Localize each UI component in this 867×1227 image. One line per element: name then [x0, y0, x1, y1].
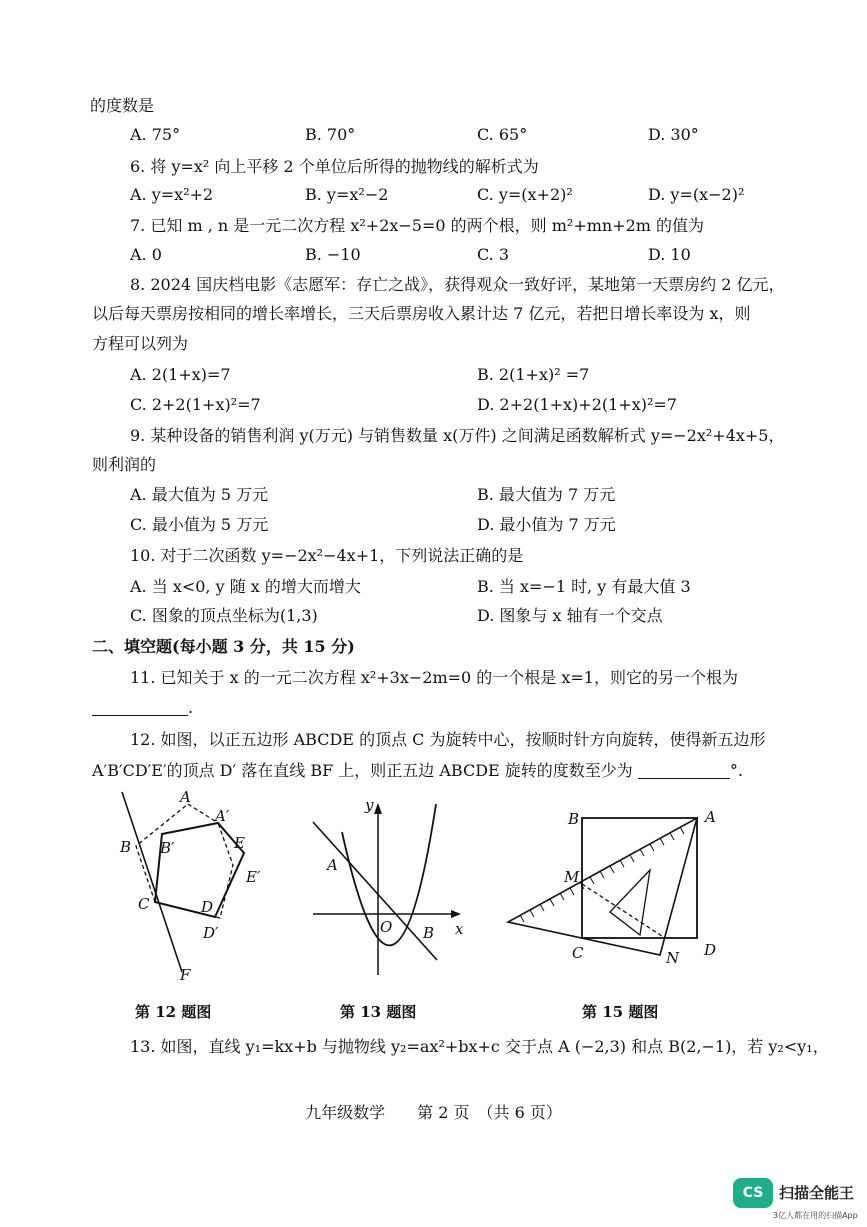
- triangle-ruler-outer: [508, 818, 697, 955]
- question-8-line3: 方程可以列为: [92, 334, 189, 353]
- q9-option-d: D. 最小值为 7 万元: [477, 515, 616, 534]
- label-B: B: [568, 810, 580, 828]
- pentagon-rotation-diagram: [100, 788, 290, 984]
- q7-option-a: A. 0: [130, 245, 162, 264]
- q10-option-c: C. 图象的顶点坐标为(1,3): [130, 606, 318, 625]
- period: .: [188, 698, 194, 717]
- label-D-prime: D′: [203, 924, 219, 942]
- caption-figure-13: 第 13 题图: [340, 1003, 417, 1021]
- pentagon-abcde-top: [136, 804, 218, 902]
- question-5-tail: 的度数是: [90, 96, 155, 115]
- q7-option-b: B. −10: [305, 245, 361, 264]
- question-11: 11. 已知关于 x 的一元二次方程 x²+3x−2m=0 的一个根是 x=1，则它的另一个根为: [130, 668, 738, 687]
- question-10: 10. 对于二次函数 y=−2x²−4x+1，下列说法正确的是: [130, 546, 524, 565]
- question-6: 6. 将 y=x² 向上平移 2 个单位后所得的抛物线的解析式为: [130, 157, 539, 176]
- triangle-ruler-inner: [610, 870, 650, 935]
- brand-tagline: 3亿人都在用的扫描App: [773, 1211, 858, 1220]
- label-O: O: [380, 918, 393, 936]
- question-9-line2: 则利润的: [92, 455, 157, 474]
- label-C: C: [138, 895, 150, 913]
- q6-option-a: A. y=x²+2: [130, 185, 214, 204]
- q7-option-c: C. 3: [477, 245, 510, 264]
- scanner-watermark: [733, 1178, 858, 1222]
- q8-option-d: D. 2+2(1+x)+2(1+x)²=7: [477, 395, 677, 414]
- segment-mn: [582, 884, 665, 938]
- figure-13: [305, 796, 465, 980]
- label-A-prime: A′: [215, 807, 230, 825]
- question-13: 13. 如图，直线 y₁=kx+b 与抛物线 y₂=ax²+bx+c 交于点 A (−2,3) 和点 B(2,−1)，若 y₂<y₁，: [130, 1037, 829, 1056]
- q9-option-a: A. 最大值为 5 万元: [130, 485, 269, 504]
- question-8-line2: 以后每天票房按相同的增长率增长，三天后票房收入累计达 7 亿元，若把日增长率设为 x，则: [92, 304, 751, 323]
- label-E-prime: E′: [246, 868, 261, 886]
- label-x: x: [455, 920, 464, 938]
- q5-option-a: A. 75°: [130, 125, 181, 144]
- q5-option-b: B. 70°: [305, 125, 356, 144]
- label-A: A: [705, 808, 716, 826]
- label-D: D: [201, 898, 214, 916]
- question-12-line2: [92, 760, 743, 782]
- label-B: B: [120, 838, 132, 856]
- question-9-line1: 9. 某种设备的销售利润 y(万元) 与销售数量 x(万件) 之间满足函数解析式 y=−2x²+4x+5，: [130, 426, 785, 445]
- label-C: C: [572, 944, 584, 962]
- caption-figure-12: 第 12 题图: [135, 1003, 212, 1021]
- q9-option-b: B. 最大值为 7 万元: [477, 485, 616, 504]
- x-axis-arrow: [451, 910, 461, 918]
- q8-option-c: C. 2+2(1+x)²=7: [130, 395, 261, 414]
- label-A: A: [327, 856, 338, 874]
- label-A: A: [180, 788, 191, 806]
- label-N: N: [666, 949, 680, 967]
- brand-name: 扫描全能王: [779, 1184, 855, 1202]
- answer-blank[interactable]: [92, 699, 188, 716]
- degree-end: °.: [729, 761, 743, 780]
- y-axis-arrow: [374, 803, 382, 814]
- page-footer: 九年级数学 第 2 页 （共 6 页）: [305, 1103, 562, 1122]
- label-E: E: [234, 834, 245, 852]
- q10-option-b: B. 当 x=−1 时, y 有最大值 3: [477, 577, 691, 596]
- label-D: D: [704, 941, 717, 959]
- q6-option-c: C. y=(x+2)²: [477, 185, 573, 204]
- square-triangle-ruler-diagram: [500, 800, 730, 975]
- label-y: y: [365, 796, 374, 814]
- line-bf: [122, 792, 182, 972]
- q10-option-a: A. 当 x<0, y 随 x 的增大而增大: [130, 577, 361, 596]
- question-7: 7. 已知 m , n 是一元二次方程 x²+2x−5=0 的两个根，则 m²+mn+2m 的值为: [130, 216, 705, 235]
- caption-figure-15: 第 15 题图: [582, 1003, 659, 1021]
- parabola-line-graph: [305, 796, 465, 980]
- label-M: M: [564, 868, 580, 886]
- q5-option-d: D. 30°: [648, 125, 699, 144]
- q7-option-d: D. 10: [648, 245, 691, 264]
- label-F: F: [180, 966, 191, 984]
- q6-option-b: B. y=x²−2: [305, 185, 389, 204]
- pentagon-a-prime: [155, 823, 244, 917]
- q6-option-d: D. y=(x−2)²: [648, 185, 745, 204]
- label-B: B: [423, 924, 435, 942]
- answer-blank[interactable]: [638, 762, 730, 779]
- label-B-prime: B′: [160, 839, 175, 857]
- q9-option-c: C. 最小值为 5 万元: [130, 515, 269, 534]
- square-abcd: [582, 818, 697, 938]
- figure-15: [500, 800, 730, 975]
- q5-option-c: C. 65°: [477, 125, 528, 144]
- q10-option-d: D. 图象与 x 轴有一个交点: [477, 606, 663, 625]
- question-8-line1: 8. 2024 国庆档电影《志愿军：存亡之战》，获得观众一致好评，某地第一天票房约 2 亿元，: [130, 275, 785, 294]
- question-12-text: A′B′CD′E′的顶点 D′ 落在直线 BF 上，则正五边 ABCDE 旋转的度数至少为: [92, 761, 633, 780]
- ruler-ticks: [520, 827, 684, 922]
- question-12-line1: 12. 如图，以正五边形 ABCDE 的顶点 C 为旋转中心，按顺时针方向旋转，使得新五边形: [130, 730, 766, 749]
- section-heading: 二、填空题(每小题 3 分，共 15 分): [92, 637, 355, 656]
- q8-option-a: A. 2(1+x)=7: [130, 365, 231, 384]
- q8-option-b: B. 2(1+x)² =7: [477, 365, 590, 384]
- figure-12: [100, 788, 290, 984]
- brand-logo-icon: CS: [733, 1178, 773, 1208]
- question-11-blank-line: [92, 697, 193, 719]
